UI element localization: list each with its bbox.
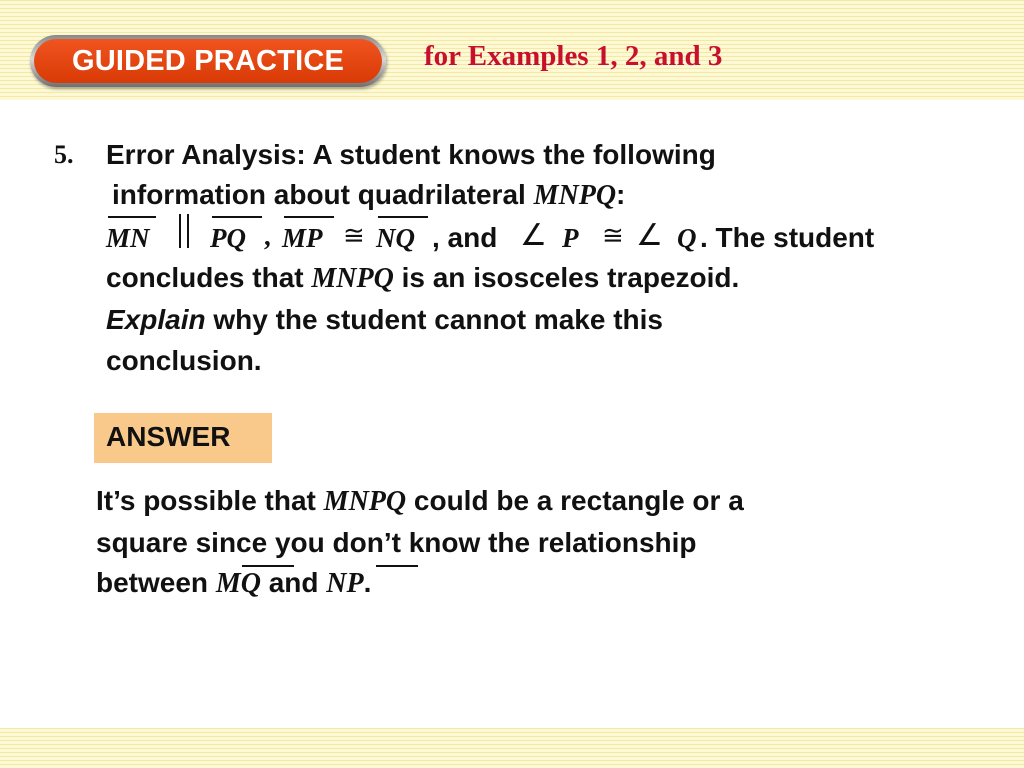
comma-and: , and [432,222,498,253]
answer-label: ANSWER [106,421,231,452]
exercise-line-4 [106,261,739,296]
explain-word: Explain [106,304,206,335]
comma-1: , [264,221,271,251]
footer-band [0,728,1024,768]
exercise-line-6: conclusion. [106,345,262,376]
segment-mq: MQ [215,568,261,599]
exercise-line-5 [106,303,663,337]
answer-line-1 [96,484,744,519]
exercise-line-5-rest: why the student cannot make this [205,304,663,335]
angle-q-label: Q [677,223,697,253]
segment-np: NP [326,568,364,599]
examples-subtitle: for Examples 1, 2, and 3 [424,40,723,72]
segment-mp-bar [284,216,334,218]
answer-box [94,413,272,463]
parallel-symbol-bar-2 [187,214,189,248]
angle-symbol-p: ∠ [520,218,547,253]
angle-symbol-q: ∠ [636,218,663,253]
exercise-line-1: Error Analysis: A student knows the following [106,139,716,170]
answer-line-3 [96,566,371,601]
quadrilateral-name-2: MNPQ [311,263,394,294]
segment-mp: MP [282,223,323,253]
answer-line-2: square since you don’t know the relationship [96,527,697,558]
congruent-symbol-2: ≅ [602,221,624,251]
answer-line-3-start: between [96,567,216,598]
answer-quadrilateral-name: MNPQ [323,486,407,517]
congruent-symbol-1: ≅ [343,221,365,251]
angle-p-label: P [562,223,579,253]
segment-mn: MN [106,223,150,253]
exercise-line-4-end: is an isosceles trapezoid. [393,262,740,293]
answer-line-3-end: . [363,567,372,598]
exercise-number: 5. [54,140,74,169]
segment-pq: PQ [210,223,246,253]
parallel-symbol-bar-1 [179,214,181,248]
guided-practice-label: GUIDED PRACTICE [71,44,345,77]
answer-line-3-and: and [260,567,327,598]
exercise-line-3-end: . The student [700,222,875,253]
exercise-line-2-colon: : [616,179,626,210]
answer-line-1-start: It’s possible that [96,485,324,516]
segment-np-bar [376,565,418,567]
answer-line-1-end: could be a rectangle or a [406,485,744,516]
exercise-line-4-start: concludes that [106,262,312,293]
guided-practice-badge [30,35,386,87]
segment-pq-bar [212,216,262,218]
quadrilateral-name: MNPQ [533,180,617,211]
segment-nq: NQ [376,223,415,253]
guided-practice-badge-inner [34,39,382,83]
exercise-line-2 [112,178,625,213]
segment-mn-bar [108,216,156,218]
segment-nq-bar [378,216,428,218]
exercise-line-2-text: information about quadrilateral [112,179,534,210]
